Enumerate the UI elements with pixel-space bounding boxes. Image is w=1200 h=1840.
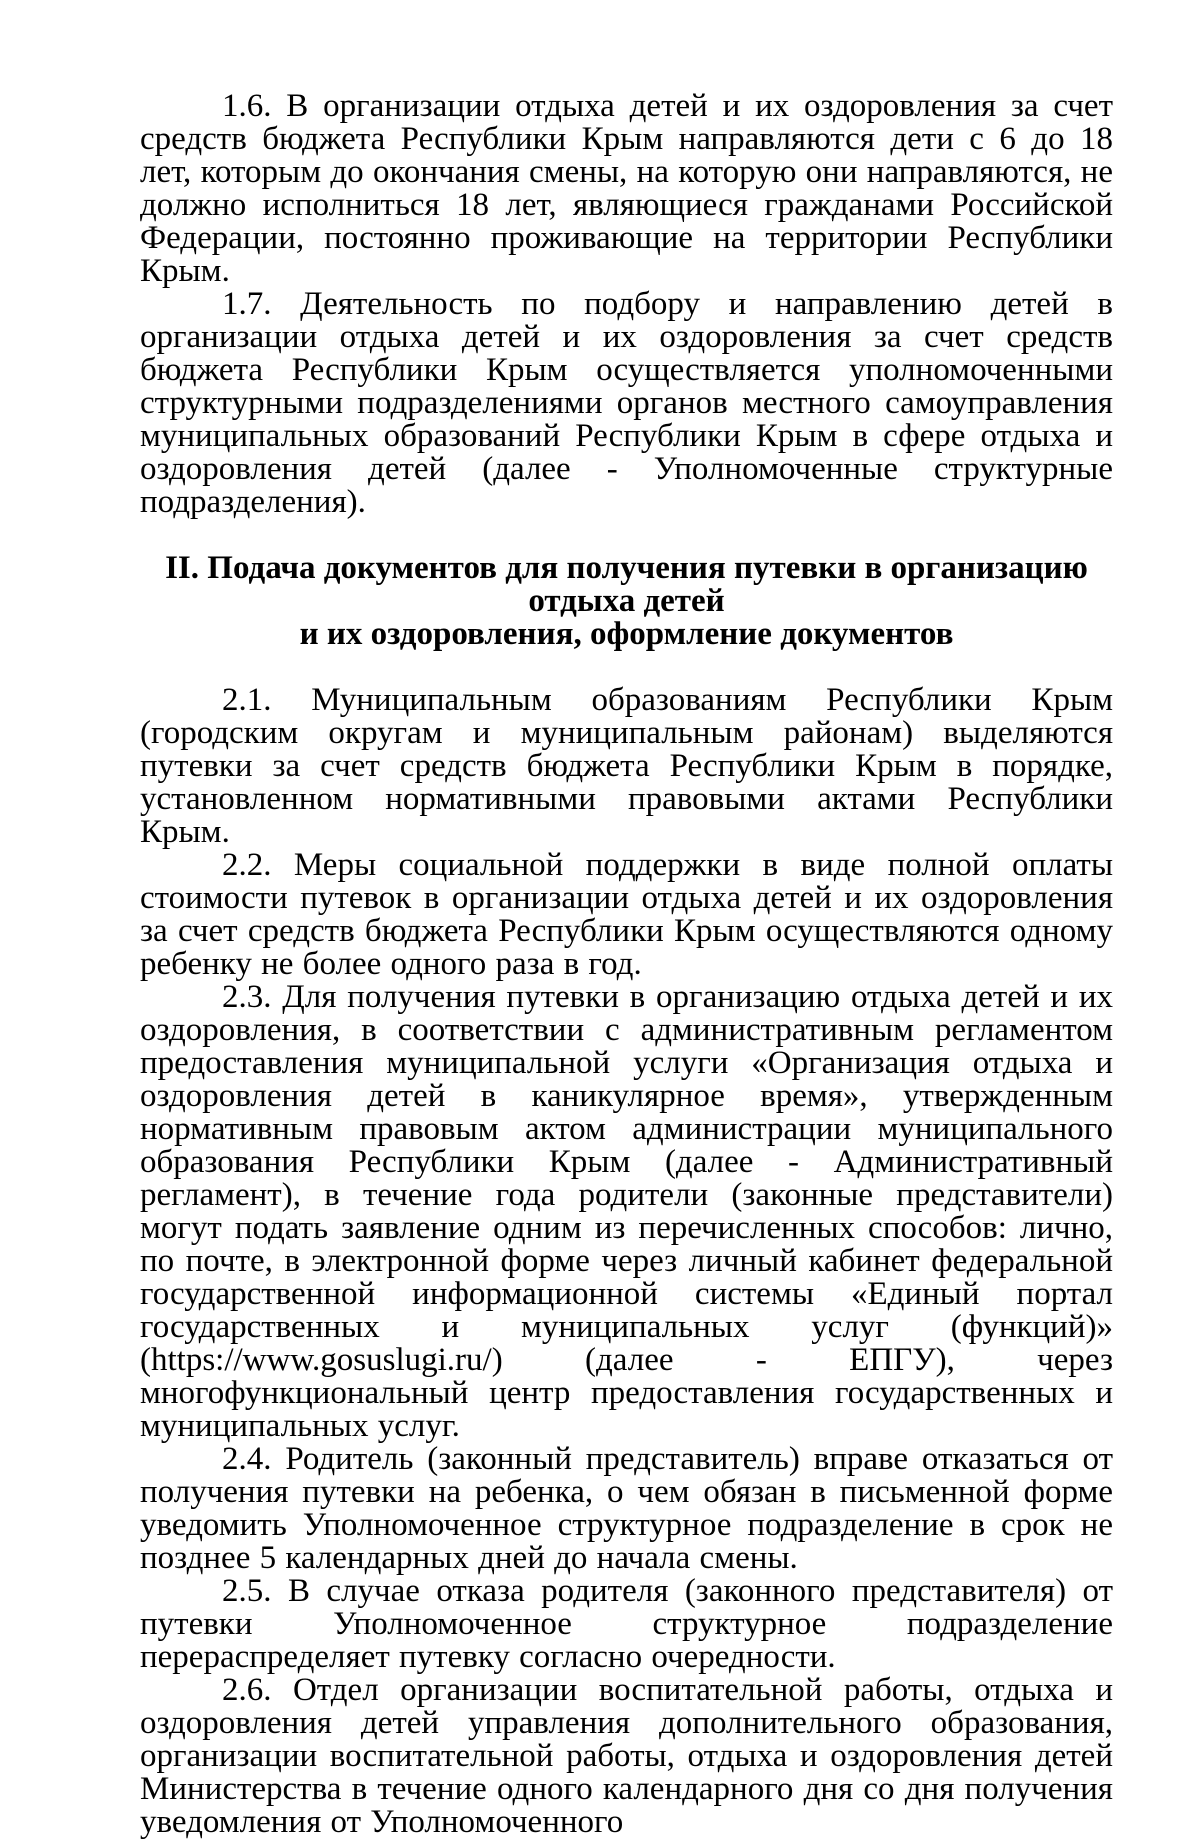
section-heading-line-1: II. Подача документов для получения путевки в организацию отдыха детей bbox=[165, 550, 1088, 619]
paragraph-2-6: 2.6. Отдел организации воспитательной работы, отдыха и оздоровления детей управления дополнительного образования, организации воспитательной работы, отдыха и оздоровления детей Министерства в течение одного календарного дня со дня получения уведомления от Уполномоченного bbox=[140, 1672, 1113, 1840]
section-heading-line-2: и их оздоровления, оформление документов bbox=[299, 616, 954, 652]
section-heading bbox=[140, 552, 1113, 651]
paragraph-2-2: 2.2. Меры социальной поддержки в виде полной оплаты стоимости путевок в организации отдыха детей и их оздоровления за счет средств бюджета Республики Крым осуществляются одному ребенку не более одного раза в год. bbox=[140, 847, 1113, 982]
paragraph-2-4: 2.4. Родитель (законный представитель) вправе отказаться от получения путевки на ребенка, о чем обязан в письменной форме уведомить Уполномоченное структурное подразделение в срок не позднее 5 календарных дней до начала смены. bbox=[140, 1441, 1113, 1576]
paragraph-2-5: 2.5. В случае отказа родителя (законного представителя) от путевки Уполномоченное структурное подразделение перераспределяет путевку согласно очередности. bbox=[140, 1573, 1113, 1675]
paragraph-2-1: 2.1. Муниципальным образованиям Республики Крым (городским округам и муниципальным районам) выделяются путевки за счет средств бюджета Республики Крым в порядке, установленном нормативными правовыми актами Республики Крым. bbox=[140, 682, 1113, 850]
paragraph-1-6: 1.6. В организации отдыха детей и их оздоровления за счет средств бюджета Республики Крым направляются дети с 6 до 18 лет, которым до окончания смены, на которую они направляются, не должно исполниться 18 лет, являющиеся гражданами Российской Федерации, постоянно проживающие на территории Республики Крым. bbox=[140, 88, 1113, 289]
paragraph-2-3: 2.3. Для получения путевки в организацию отдыха детей и их оздоровления, в соответствии с административным регламентом предоставления муниципальной услуги «Организация отдыха и оздоровления детей в каникулярное время», утвержденным нормативным правовым актом администрации муниципального образования Республики Крым (далее - Административный регламент), в течение года родители (законные представители) могут подать заявление одним из перечисленных способов: лично, по почте, в электронной форме через личный кабинет федеральной государственной информационной системы «Единый портал государственных и муниципальных услуг (функций)» (https://www.gosuslugi.ru/) (далее - ЕПГУ), через многофункциональный центр предоставления государственных и муниципальных услуг. bbox=[140, 979, 1113, 1444]
paragraph-1-7: 1.7. Деятельность по подбору и направлению детей в организации отдыха детей и их оздоровления за счет средств бюджета Республики Крым осуществляется уполномоченными структурными подразделениями органов местного самоуправления муниципальных образований Республики Крым в сфере отдыха и оздоровления детей (далее - Уполномоченные структурные подразделения). bbox=[140, 286, 1113, 520]
